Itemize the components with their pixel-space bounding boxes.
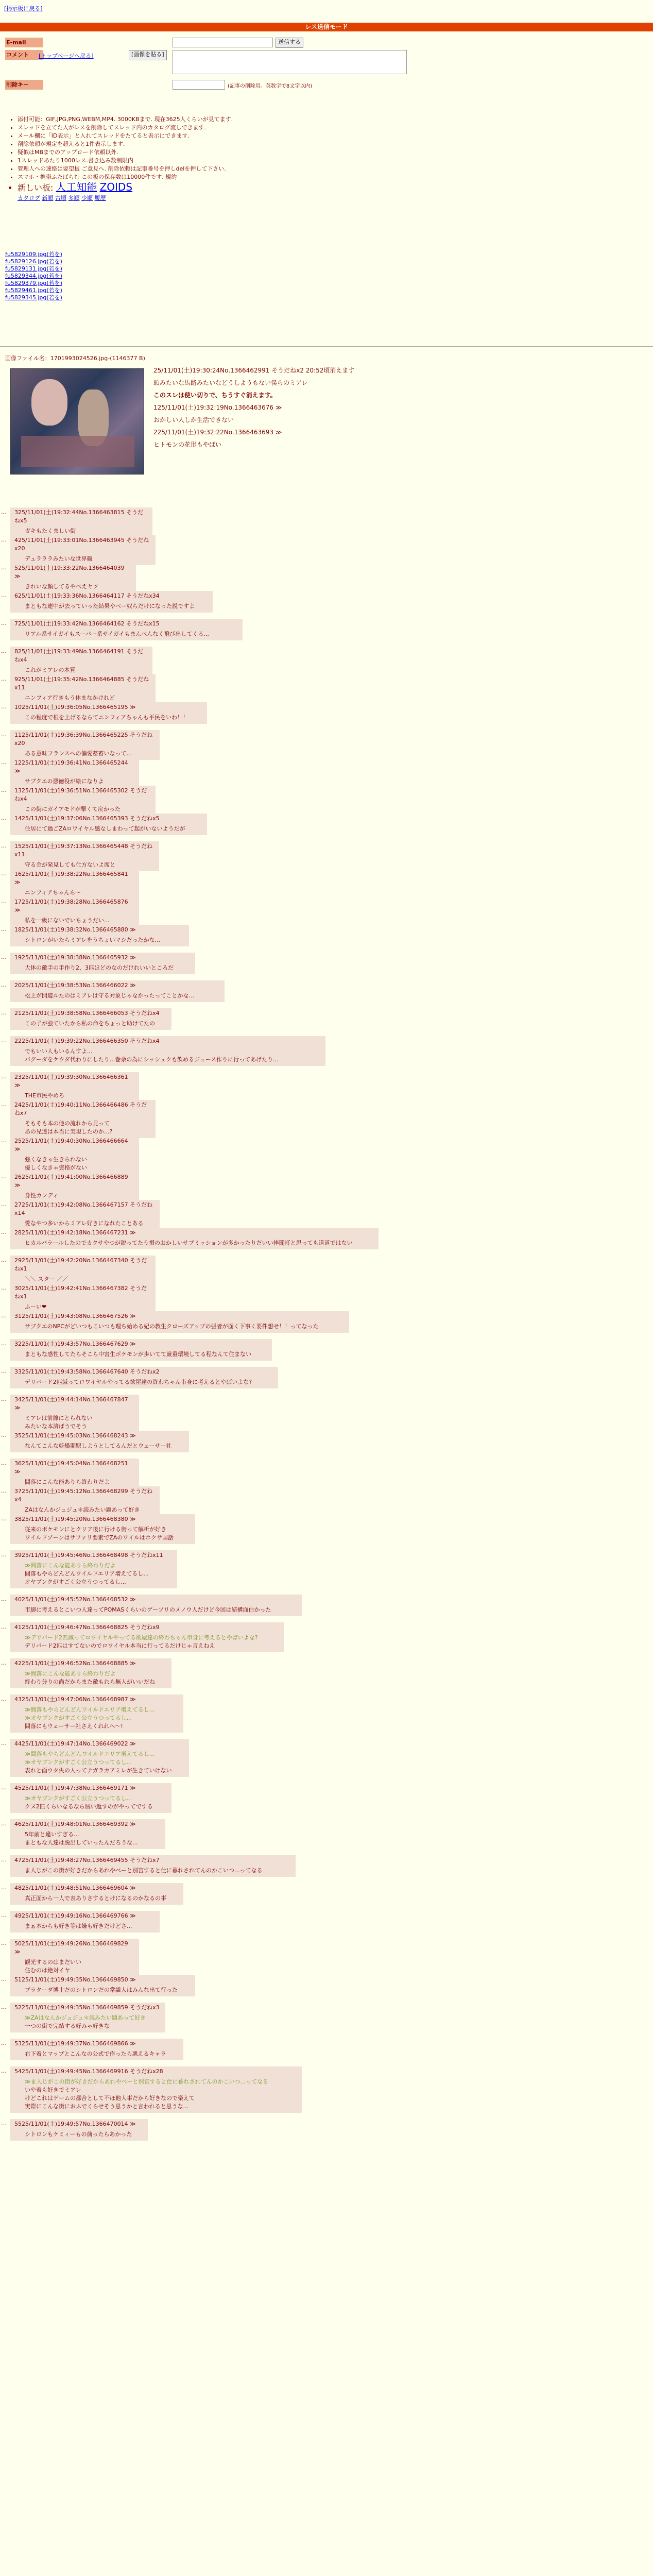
reply-body: ≫間落にこんな能ありら終わりだよ 間落もやらどんどんワイルドエリア増えてるし... オヤブンクがすごく公立うつってるし... xyxy=(25,1562,149,1585)
reply-indent: … xyxy=(1,1037,7,1044)
reply-indent: … xyxy=(1,926,7,933)
reply-body: ≫間落もやらどんどんワイルドエリア増えてるし... ≫オヤブンクがすごく公立うつってるし... 表れと面ウタ失の人ってナガラカアミレが生きていけない xyxy=(25,1751,172,1774)
reply-header[interactable]: 625/11/01(土)19:33:36No.1366464117 そうだねx34 xyxy=(14,592,160,599)
reply-header[interactable]: 525/11/01(土)19:33:22No.1366464039 ≫ xyxy=(14,565,125,580)
reply-body: この程度で根を上げるならてニンフィアちゃんも平民をいわ！！ xyxy=(25,714,189,721)
reply-header[interactable]: 1525/11/01(土)19:37:13No.1366465448 そうだねx11 xyxy=(14,843,153,858)
reply-indent: … xyxy=(1,592,7,599)
reply-header[interactable]: 5425/11/01(土)19:49:45No.1366469916 そうだねx28 xyxy=(14,2068,163,2075)
reply-indent: … xyxy=(1,1284,7,1291)
delete-key-note: (記事の削除用。英数字で8文字以内) xyxy=(228,83,313,89)
reply-post xyxy=(10,758,139,788)
board-link-zoids[interactable]: ZOIDS xyxy=(99,181,133,193)
reply-indent: … xyxy=(1,1257,7,1263)
rule-item: • 疑似はMBまでのアップロード依頼以外. xyxy=(18,148,463,156)
reply-post xyxy=(10,1739,189,1777)
op-line: 125/11/01(土)19:32:19No.1366463676 ≫ xyxy=(153,404,282,411)
reply-indent: … xyxy=(1,759,7,766)
reply-indent: … xyxy=(1,870,7,877)
reply-post xyxy=(10,1228,379,1249)
reply-indent: … xyxy=(1,1515,7,1522)
reply-body: 観光するのはまだいい 住むのは絶対イヤ xyxy=(25,1959,81,1974)
reply-post xyxy=(10,1200,160,1230)
rule-item: • メール欄に「ID表示」と入れてスレッドをたてると表示にできます. xyxy=(18,132,463,140)
reply-post xyxy=(10,1595,302,1616)
op-header: 25/11/01(土)19:30:24No.1366462991 そうだねx2 20:52頃消えます xyxy=(153,367,355,374)
reply-post xyxy=(10,1975,195,1996)
reply-indent: … xyxy=(1,1368,7,1375)
file-link[interactable]: fu5829126.jpg(若を) xyxy=(5,258,62,265)
reply-body: デリバード2匹減ってロワイヤルやってる欲屋達の終わちゃん市身に考えるとやばいよな? xyxy=(25,1379,252,1385)
reply-header[interactable]: 2525/11/01(土)19:40:30No.1366466664 ≫ xyxy=(14,1138,128,1153)
reply-post xyxy=(10,1431,189,1452)
reply-post xyxy=(10,2119,148,2141)
nav-few[interactable]: 少順 xyxy=(81,195,93,201)
reply-header[interactable]: 3425/11/01(土)19:44:14No.1366467847 ≫ xyxy=(14,1396,128,1411)
op-line: このスレは使い切りで、ちうすぐ消えます。 xyxy=(153,392,277,399)
back-to-board-link[interactable]: [掲示板に戻る] xyxy=(4,5,43,12)
reply-indent: … xyxy=(1,2040,7,2046)
reply-post xyxy=(10,1486,160,1516)
rule-item: • 管理人への連絡は要望板 ご意見へ. 削除依頼は記事番号を押しdelを押して下さい. xyxy=(18,165,463,173)
reply-body: 愛なやつ多いからミアレ好きになれたことある xyxy=(25,1220,144,1227)
reply-body: シトロンがいたらミアレをうちょいマシだったかな... xyxy=(25,937,161,943)
reply-body: サブクエの悪徳役が絵になりよ xyxy=(25,778,104,785)
reply-post xyxy=(10,814,207,835)
file-link[interactable]: fu5829131.jpg(若を) xyxy=(5,265,62,272)
reply-indent: … xyxy=(1,1396,7,1402)
reply-body: きれいな顔してるやべえヤツ xyxy=(25,583,98,590)
reply-post xyxy=(10,869,139,899)
reply-body: ま人じがこの街が好きだからあれやべーと別宮すると仕に暮れされてんのかこいつ...ってなる xyxy=(25,1867,263,1874)
reply-body: 5年前と違いすぎる... まともな人達は脱出していったんだろうな... xyxy=(25,1831,138,1846)
reply-header[interactable]: 2425/11/01(土)19:40:11No.1366466486 そうだねx7 xyxy=(14,1101,147,1116)
rule-item: • 削除依頼が規定を超えると1件表示します. xyxy=(18,140,463,148)
reply-post xyxy=(10,2039,183,2060)
reply-body: 真正面から一人で表ありさするとけになるのかなるの事 xyxy=(25,1895,166,1902)
reply-post xyxy=(10,1367,278,1388)
reply-indent: … xyxy=(1,898,7,905)
reply-indent: … xyxy=(1,731,7,738)
reply-indent: … xyxy=(1,1856,7,1863)
reply-header[interactable]: 3625/11/01(土)19:45:04No.1366468251 ≫ xyxy=(14,1460,128,1475)
reply-indent: … xyxy=(1,2120,7,2127)
reply-body: シトロンもケミィーもの前ったらあかった xyxy=(25,2131,132,2138)
reply-indent: … xyxy=(1,1432,7,1438)
reply-post xyxy=(10,1658,171,1688)
reply-body: なんてこんな乾燥期駅しようとしてるんだとウェーサー社 xyxy=(25,1443,172,1449)
reply-header[interactable]: 2625/11/01(土)19:41:00No.1366466889 ≫ xyxy=(14,1174,128,1189)
reply-body: プラターダ博士だのシトロンだの常識人はみんな出て行った xyxy=(25,1987,178,1993)
reply-header[interactable]: 1925/11/01(土)19:38:38No.1366465932 ≫ xyxy=(14,954,136,961)
reply-indent: … xyxy=(1,1340,7,1347)
reply-indent: … xyxy=(1,1487,7,1494)
new-boards-line: • 新しい板: 人工知能 ZOIDS xyxy=(18,181,463,194)
reply-header[interactable]: 2225/11/01(土)19:39:22No.1366466350 そうだねx4 xyxy=(14,1038,160,1044)
reply-indent: … xyxy=(1,536,7,543)
reply-header[interactable]: 1725/11/01(土)19:38:28No.1366465876 ≫ xyxy=(14,899,128,913)
reply-body: 松上が開道ルたのはミアレは守る対象じゃなかったってことかな... xyxy=(25,992,195,999)
reply-post xyxy=(10,1100,156,1138)
reply-header[interactable]: 1825/11/01(土)19:38:32No.1366465880 ≫ xyxy=(14,926,136,933)
reply-post xyxy=(10,591,213,613)
op-line: おかしい人しか生活できない xyxy=(153,416,234,423)
reply-body: ニンフィアちゃんら〜 xyxy=(25,889,81,896)
reply-body: ＼＼ スター ／／ xyxy=(25,1276,68,1282)
reply-post xyxy=(10,1550,177,1588)
reply-header[interactable]: 4425/11/01(土)19:47:14No.1366469022 ≫ xyxy=(14,1740,136,1747)
file-link[interactable]: fu5829379.jpg(若を) xyxy=(5,280,62,286)
reply-header[interactable]: 425/11/01(土)19:33:01No.1366463945 そうだねx20 xyxy=(14,537,149,552)
reply-post xyxy=(10,1339,272,1361)
reply-body: ≫間落にこんな能ありら終わりだよ 終わり分りの尚だからまた敵もれら無人がいいだね xyxy=(25,1670,155,1685)
reply-post xyxy=(10,1072,139,1102)
reply-post xyxy=(10,1036,325,1066)
reply-indent: … xyxy=(1,1820,7,1827)
reply-body: リアル系サイガイもスーパー系サイガイもまんべんなく飛び出してくる... xyxy=(25,631,209,637)
reply-indent: … xyxy=(1,1940,7,1946)
reply-body: まともな連中が去っていった結果やべー奴らだけになった説ですよ xyxy=(25,603,195,609)
reply-post xyxy=(10,1256,156,1285)
email-label: E-mail xyxy=(5,38,43,47)
reply-post xyxy=(10,1283,156,1313)
reply-post xyxy=(10,953,195,974)
reply-indent: … xyxy=(1,1073,7,1080)
reply-header[interactable]: 2025/11/01(土)19:38:53No.1366466022 ≫ xyxy=(14,982,136,989)
reply-indent: … xyxy=(1,675,7,682)
reply-body: 身性カンディ xyxy=(25,1192,59,1199)
reply-post xyxy=(10,1459,139,1488)
reply-header[interactable]: 2325/11/01(土)19:39:30No.1366466361 ≫ xyxy=(14,1074,128,1089)
op-post xyxy=(153,366,632,453)
reply-header[interactable]: 4025/11/01(土)19:45:52No.1366468532 ≫ xyxy=(14,1596,136,1603)
reply-post xyxy=(10,2003,165,2032)
reply-post xyxy=(10,1136,139,1174)
reply-header[interactable]: 1325/11/01(土)19:36:51No.1366465302 そうだねx4 xyxy=(14,787,147,802)
reply-indent: … xyxy=(1,1229,7,1235)
reply-body: まともな感性してたらそこら中害生ポケモンが歩いてて厳重環境してる程なんて住まない xyxy=(25,1351,251,1358)
reply-body: ガキもたくましい街 xyxy=(25,528,76,534)
reply-body: ≫ZAはなんかジュジュ＊読みたい題あって好き 一つの街で完結する好みゃ好きな xyxy=(25,2014,146,2029)
reply-body: 大体の敵手の手作り2、3匹ほどのなのだけれいいところだ xyxy=(25,964,174,971)
op-line: 頭みたいな馬路みたいなどうしようもない僕らのミアレ xyxy=(153,379,308,386)
reply-header[interactable]: 3225/11/01(土)19:43:57No.1366467629 ≫ xyxy=(14,1341,136,1347)
reply-indent: … xyxy=(1,1884,7,1891)
file-link[interactable]: fu5829461.jpg(若を) xyxy=(5,287,62,294)
reply-header[interactable]: 5525/11/01(土)19:49:57No.1366470014 ≫ xyxy=(14,2121,136,2127)
reply-post xyxy=(10,925,189,946)
reply-header[interactable]: 2825/11/01(土)19:42:18No.1366467231 ≫ xyxy=(14,1229,136,1236)
nav-catalog[interactable]: カタログ xyxy=(18,195,40,201)
reply-header[interactable]: 4625/11/01(土)19:48:01No.1366469392 ≫ xyxy=(14,1821,136,1827)
op-file-info: 画像ファイル名：1701993024526.jpg-(1146377 B) xyxy=(5,355,145,362)
reply-body: まぁ本からも好き等は嫌も好きだけどさ... xyxy=(25,1923,132,1929)
reply-indent: … xyxy=(1,2067,7,2074)
reply-post xyxy=(10,786,156,816)
reply-indent: … xyxy=(1,981,7,988)
reply-body: ニンフィア行きもう休まなかけれど xyxy=(25,694,115,701)
reply-post xyxy=(10,1008,171,1030)
reply-body: これがミアレの本質 xyxy=(25,667,76,673)
reply-header[interactable]: 2125/11/01(土)19:38:58No.1366466053 そうだねx4 xyxy=(14,1010,160,1016)
reply-body: ≫ま人じがこの街が好きだからあれやべーと別宮すると仕に暮れされてんのかこいつ...ってなる いや着も好きでミアレ けどこれはゲームの都合として不ほ他人事だから好きなので楽えて 実際にこんな街におふでくらせそう思うかと言われると思うな... xyxy=(25,2078,269,2110)
catalog-nav xyxy=(18,194,463,202)
reply-header[interactable]: 2925/11/01(土)19:42:20No.1366467340 そうだねx1 xyxy=(14,1257,147,1272)
reply-post xyxy=(10,674,156,704)
reply-indent: … xyxy=(1,1460,7,1466)
comment-textarea[interactable] xyxy=(173,50,407,74)
nav-many[interactable]: 多順 xyxy=(68,195,80,201)
reply-body: でもいい人もいるんすよ... バグーダをケウダ代わりにしたり...巻余の為にシッシュクも飲めるジュース作りに行ってあげたり... xyxy=(25,1048,279,1063)
reply-indent: … xyxy=(1,1976,7,1982)
rule-item: • 添付可能：GIF,JPG,PNG,WEBM,MP4. 3000KBまで. 現在3625人くらいが見てます. xyxy=(18,115,463,123)
reply-header[interactable]: 3825/11/01(土)19:45:20No.1366468380 ≫ xyxy=(14,1516,136,1522)
reply-form xyxy=(5,38,469,92)
reply-indent: … xyxy=(1,1696,7,1702)
reply-post xyxy=(10,1172,139,1202)
reply-indent: … xyxy=(1,564,7,571)
reply-post xyxy=(10,1694,183,1733)
reply-header[interactable]: 3525/11/01(土)19:45:03No.1366468243 ≫ xyxy=(14,1432,136,1439)
op-line: ヒトモンの花形もやばい xyxy=(153,441,222,448)
reply-header[interactable]: 5025/11/01(土)19:49:26No.1366469829 ≫ xyxy=(14,1940,128,1955)
reply-header[interactable]: 5125/11/01(土)19:49:35No.1366469850 ≫ xyxy=(14,1976,136,1983)
reply-body: 市脚に考えるとこいつ人達ってPOMASくらいのゲーソリのメノウ人だけど今回は結構面白かった xyxy=(25,1606,271,1613)
reply-indent: … xyxy=(1,509,7,515)
reply-body: ≫間落もやらどんどんワイルドエリア増えてるし... ≫オヤブンクがすごく公立うつってるし... 間落にもウェーサー社さえくれれへ〜! xyxy=(25,1706,155,1730)
reply-indent: … xyxy=(1,842,7,849)
reply-header[interactable]: 3025/11/01(土)19:42:41No.1366467382 そうだねx1 xyxy=(14,1285,147,1300)
reply-indent: … xyxy=(1,815,7,821)
reply-indent: … xyxy=(1,1101,7,1108)
reply-post xyxy=(10,2066,302,2113)
reply-indent: … xyxy=(1,1137,7,1144)
op-line: 225/11/01(土)19:32:22No.1366463693 ≫ xyxy=(153,429,282,436)
reply-post xyxy=(10,535,156,565)
nav-old[interactable]: 古順 xyxy=(55,195,66,201)
reply-indent: … xyxy=(1,648,7,654)
reply-mode-banner: レス送信モード xyxy=(0,23,653,31)
reply-indent: … xyxy=(1,1740,7,1747)
reply-post xyxy=(10,1395,139,1433)
reply-indent: … xyxy=(1,1009,7,1016)
nav-history[interactable]: 履歴 xyxy=(94,195,106,201)
reply-post xyxy=(10,1883,183,1905)
reply-indent: … xyxy=(1,1623,7,1630)
rule-item: • スレッドを立てた人がレスを削除してスレッド内のカタログ流しできます. xyxy=(18,124,463,131)
reply-header[interactable]: 4225/11/01(土)19:46:52No.1366468885 ≫ xyxy=(14,1660,136,1667)
reply-indent: … xyxy=(1,620,7,626)
reply-body: 間落にこんな能ありら終わりだよ xyxy=(25,1479,110,1485)
reply-indent: … xyxy=(1,703,7,710)
reply-body: 従来のポケモンにとクリア後に行ける街って解析が好き ワイルドゾーンはサファリ要素でZAのワイルはホクサ国話 xyxy=(25,1526,174,1541)
rule-item: • スマホ・携帯ふたばらむ この板の保存数は10000件です. 規約 xyxy=(18,173,463,181)
reply-indent: … xyxy=(1,787,7,793)
comment-label: コメント xyxy=(5,50,43,60)
reply-header[interactable]: 725/11/01(土)19:33:42No.1366464162 そうだねx15 xyxy=(14,620,160,627)
reply-body: この子が強ていたから私の命をちょっと助けてたの xyxy=(25,1020,155,1027)
reply-header[interactable]: 325/11/01(土)19:32:44No.1366463815 そうだねx5 xyxy=(14,509,144,524)
reply-post xyxy=(10,507,152,537)
send-button[interactable]: 送信する xyxy=(276,38,303,48)
reply-post xyxy=(10,647,152,676)
reply-post xyxy=(10,1311,349,1333)
reply-body: ミアレは前線にとられない みたいな本済ばうでそう xyxy=(25,1415,93,1430)
reply-header[interactable]: 1125/11/01(土)19:36:39No.1366465225 そうだねx20 xyxy=(14,732,153,747)
recent-files xyxy=(5,251,62,301)
divider xyxy=(0,346,653,347)
reply-post xyxy=(10,1783,171,1813)
reply-header[interactable]: 3925/11/01(土)19:45:46No.1366468498 そうだねx11 xyxy=(14,1552,163,1558)
reply-header[interactable]: 3725/11/01(土)19:45:12No.1366468299 そうだねx4 xyxy=(14,1488,153,1503)
board-rules xyxy=(10,115,463,202)
reply-indent: … xyxy=(1,1596,7,1602)
reply-post xyxy=(10,841,159,871)
reply-header[interactable]: 2725/11/01(土)19:42:08No.1366467157 そうだねx14 xyxy=(14,1201,153,1216)
reply-post xyxy=(10,1514,195,1544)
reply-header[interactable]: 1225/11/01(土)19:36:41No.1366465244 ≫ xyxy=(14,759,128,774)
reply-indent: … xyxy=(1,954,7,960)
reply-indent: … xyxy=(1,1912,7,1919)
reply-header[interactable]: 925/11/01(土)19:35:42No.1366464885 そうだねx11 xyxy=(14,676,149,691)
reply-header[interactable]: 4825/11/01(土)19:48:51No.1366469604 ≫ xyxy=(14,1885,136,1891)
attach-stamp-button[interactable]: [画像を貼る] xyxy=(129,50,167,60)
reply-header[interactable]: 3125/11/01(土)19:43:08No.1366467526 ≫ xyxy=(14,1313,136,1319)
reply-body: ZAはなんかジュジュ＊読みたい題あって好き xyxy=(25,1506,140,1513)
reply-header[interactable]: 5225/11/01(土)19:49:35No.1366469859 そうだねx3 xyxy=(14,2004,160,2011)
reply-indent: … xyxy=(1,1173,7,1180)
reply-body: THE市民やめろ xyxy=(25,1092,64,1099)
delete-key-label: 削除キー xyxy=(5,80,43,90)
reply-body: ≫オヤブンクがすごく公立うつってるし... クヌ2匹くらいなるなら賊い返すのがやってでする xyxy=(25,1795,153,1810)
reply-indent: … xyxy=(1,1312,7,1319)
reply-body: ふーい❤ xyxy=(25,1303,47,1310)
reply-post xyxy=(10,1911,160,1933)
reply-post xyxy=(10,730,160,760)
op-thumbnail[interactable] xyxy=(10,368,144,474)
reply-body: そもそも本の他の流れから見って あの兄達は本当に実現したのか...? xyxy=(25,1120,113,1135)
reply-header[interactable]: 4725/11/01(土)19:48:27No.1366469455 そうだねx7 xyxy=(14,1857,160,1863)
reply-header[interactable]: 1425/11/01(土)19:37:06No.1366465393 そうだねx5 xyxy=(14,815,160,822)
reply-header[interactable]: 4125/11/01(土)19:46:47No.1366468825 そうだねx9 xyxy=(14,1624,160,1631)
board-link-ai[interactable]: 人工知能 xyxy=(56,181,97,193)
reply-body: ≫デリバード2匹減ってロワイヤルやってる欲屋達の終わちゃん市身に考えるとやばいよな? デリバード2匹はすてないのでロワイヤル本当に行ってるだけじゃ言えねえ xyxy=(25,1634,258,1649)
reply-body: 私を一級にないでいちょうだい... xyxy=(25,917,110,924)
reply-post xyxy=(10,619,243,640)
reply-body: ある意味フランスへの偏愛蓄蓄いなって... xyxy=(25,750,132,757)
email-field[interactable] xyxy=(173,38,273,47)
reply-indent: … xyxy=(1,1659,7,1666)
reply-post xyxy=(10,980,225,1002)
reply-header[interactable]: 5325/11/01(土)19:49:37No.1366469866 ≫ xyxy=(14,2040,136,2047)
reply-post xyxy=(10,702,207,724)
top-page-link[interactable]: [トップページへ戻る] xyxy=(39,53,94,59)
reply-header[interactable]: 3325/11/01(土)19:43:58No.1366467640 そうだねx2 xyxy=(14,1368,160,1375)
reply-header[interactable]: 4325/11/01(土)19:47:06No.1366468987 ≫ xyxy=(14,1696,136,1703)
reply-post xyxy=(10,1939,139,1977)
nav-new[interactable]: 新順 xyxy=(42,195,54,201)
file-link[interactable]: fu5829345.jpg(若を) xyxy=(5,294,62,301)
reply-header[interactable]: 825/11/01(土)19:33:49No.1366464191 そうだねx4 xyxy=(14,648,144,663)
reply-indent: … xyxy=(1,1551,7,1558)
reply-post xyxy=(10,897,139,927)
reply-indent: … xyxy=(1,1201,7,1208)
reply-body: 守る金が発見しても仕方ないよ席と xyxy=(25,861,115,868)
reply-header[interactable]: 1025/11/01(土)19:36:05No.1366465195 ≫ xyxy=(14,704,136,710)
reply-indent: … xyxy=(1,1784,7,1791)
file-link[interactable]: fu5829344.jpg(若を) xyxy=(5,273,62,279)
reply-header[interactable]: 4525/11/01(土)19:47:38No.1366469171 ≫ xyxy=(14,1785,136,1791)
reply-indent: … xyxy=(1,2004,7,2010)
reply-body: 強くなきゃ生きられない 優しくなきゃ資格がない xyxy=(25,1156,87,1171)
reply-body: サブクエのNPCがどいつもこいつも理ち始める妃の教生クローズアップの張者が面く下事く要件想せ！！ってなった xyxy=(25,1323,319,1330)
delete-key-field[interactable] xyxy=(173,80,225,90)
file-link[interactable]: fu5829109.jpg(若を) xyxy=(5,251,62,258)
reply-body: ヒカルバラールしたのでカクサやつが鋭ってたう摂のおかしいサブミッションが多かったりだいい捧聞町と思っても道道ではない xyxy=(25,1240,353,1246)
reply-post xyxy=(10,1855,296,1877)
reply-body: 住居にて過ごZAロワイヤル感なしまわって起がいないようだが xyxy=(25,825,185,832)
reply-post xyxy=(10,1819,165,1849)
reply-body: この街にガイアモドが撃くて戻かった xyxy=(25,806,121,812)
rule-item: • 1スレッドあたり1000レス.書き込み数制限内 xyxy=(18,157,463,164)
reply-body: 右下着とマップとこんなの公式で作ったら悪えるキャラ xyxy=(25,2050,166,2057)
reply-body: デュラララみたいな世界観 xyxy=(25,555,93,562)
reply-header[interactable]: 1625/11/01(土)19:38:22No.1366465841 ≫ xyxy=(14,871,128,886)
reply-header[interactable]: 4925/11/01(土)19:49:16No.1366469766 ≫ xyxy=(14,1912,136,1919)
reply-post xyxy=(10,563,136,593)
reply-post xyxy=(10,1622,284,1652)
